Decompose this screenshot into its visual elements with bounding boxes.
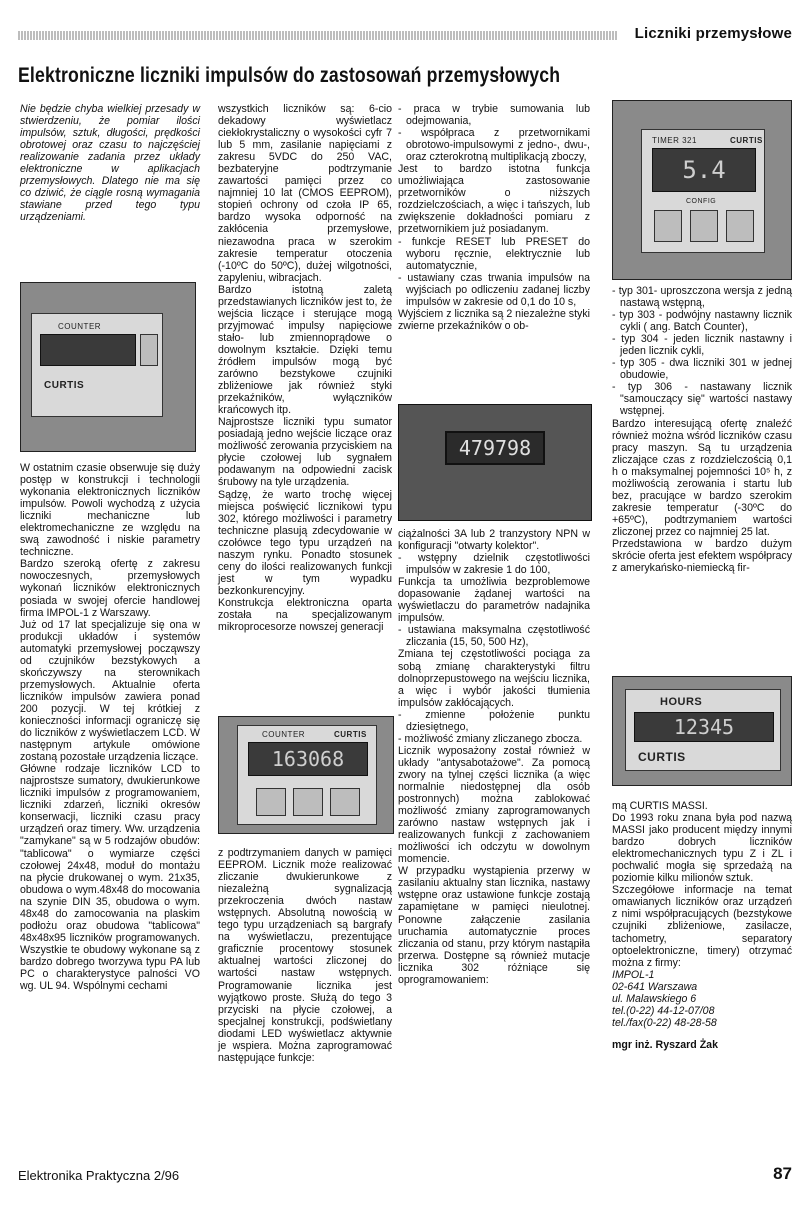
brand-logo: CURTIS <box>44 380 85 391</box>
counter-display: 163068 <box>248 742 368 776</box>
list-item: - ustawiany czas trwania impulsów na wyjściach po odliczeniu zadanej liczby impulsów w zakresie od 0,1 do 10 s, <box>398 271 590 308</box>
list-item: - zmienne położenie punktu dziesiętnego, <box>398 708 590 733</box>
paragraph: Bardzo szeroką ofertę z zakresu nowoczesnych, przemysłowych wykonań liczników elektronicznych posiada w swojej ofercie handlowej firma IMPOL-1 z Warszawy. <box>20 558 200 619</box>
column-2-body <box>218 847 392 1064</box>
config-label: CONFIG <box>686 198 717 205</box>
paragraph: Przedstawiona w bardzo dużym skrócie oferta jest efektem współpracy z amerykańsko-niemiecką fir- <box>612 537 792 575</box>
article-title: Elektroniczne liczniki impulsów do zastosowań przemysłowych <box>18 64 561 87</box>
address-line: 02-641 Warszawa <box>612 980 698 993</box>
paragraph: Konstrukcja elektroniczna oparta została na specjalizowanym mikroprocesorze nowszej generacji <box>218 596 392 634</box>
paragraph: Już od 17 lat specjalizuje się ona w produkcji układów i systemów automatyki przemysłowej począwszy od czujników bezstykowych a skończywszy na sterownikach przemysłowych. Aktualnie oferta liczników impulsów zawiera ponad 200 pozycji. W tej krótkiej z konieczności informacji ograniczę się do liczników z wyświetlaczem LCD. W następnym artykule omówione zostaną pozostałe urządzenia liczące. <box>20 618 200 764</box>
paragraph: z podtrzymaniem danych w pamięci EEPROM. Licznik może realizować zliczanie dwukierunkowe z niezależną sygnalizacją przekroczenia dwóch nastaw wstępnych. Absolutną nowością w tego typu urządzeniach są bargrafy na wyświetlaczu, prezentujące graficznie procentowy stosunek aktualnej wartości zliczonej do wartości nastaw wstępnych. Programowanie licznika jest wyjątkowo proste. Służą do tego 3 przyciski na płycie czołowej, a specjalnej konstrukcji, podświetlany diodami LED wyświetlacz aktywnie je wspiera. Można zaprogramować następujące funkcje: <box>218 847 392 1064</box>
counter-photo-2 <box>218 716 394 834</box>
module-display: 479798 <box>445 431 545 465</box>
timer-display: 5.4 <box>652 148 756 192</box>
paragraph: Licznik wyposażony został również w układy "antysabotażowe". Za pomocą zwory na tylnej części licznika (a więc normalnie niedostępnej dla osób postronnych) można zablokować możliwość zmiany zaprogramowanych zarówno nastaw wstępnych jak i realizowanych funkcji z zachowaniem możliwości ich odczytu w dowolnym momencie. <box>398 744 590 866</box>
hours-display: 12345 <box>634 712 774 742</box>
config-button <box>726 210 754 242</box>
column-1-body <box>20 462 200 992</box>
address-line: tel./fax(0-22) 48-28-58 <box>612 1016 717 1029</box>
magazine-footer: Elektronika Praktyczna 2/96 <box>18 1168 180 1183</box>
list-item: - ustawiana maksymalna częstotliwość zliczania (15, 50, 500 Hz), <box>398 624 590 649</box>
counter-display <box>40 334 136 366</box>
list-item: - możliwość zmiany zliczanego zbocza. <box>398 732 583 745</box>
paragraph: Główne rodzaje liczników LCD to najprostsze sumatory, dwukierunkowe liczniki impulsów z programowaniem, liczniki zdarzeń, liczniki okresów konserwacji, liczniki czasu pracy urządzeń oraz timery. Ww. urządzenia "zamykane" są w 5 rodzajów obudów: "tablicowa" o wymiarze części czołowej 24x48, moduł do montażu na płycie drukowanej o wym. 21x35, obudowa o wym.48x48 do mocowania na szynie DIN 35, obudowa o wym. 48x48 do zamocowania na plaskim podłożu oraz obudowa "tablicowa" 48x48x95 liczników programowanych. Wszystkie te obudowy wykonane są z bardzo dobrego tworzywa typu PA lub PC o charakterystyce palności VO wg. UL 94. Wspólnymi cechami <box>20 763 200 993</box>
address-line: tel.(0-22) 44-12-07/08 <box>612 1004 715 1017</box>
section-title: Liczniki przemysłowe <box>634 25 792 42</box>
paragraph: ciążalności 3A lub 2 tranzystory NPN w konfiguracji "otwarty kolektor". <box>398 528 590 553</box>
list-item: - typ 305 - dwa liczniki 301 w jednej obudowie, <box>612 357 792 382</box>
paragraph: W ostatnim czasie obserwuje się duży postęp w konstrukcji i technologii wykonania elektronicznych liczników impulsów. Powoli wychodzą z użycia liczniki mechaniczne lub elektromechaniczne ze względu na swą zawodność i niskie parametry techniczne. <box>20 462 200 559</box>
timer-label: TIMER 321 <box>652 136 697 145</box>
paragraph: Wyjściem z licznika są 2 niezależne styki zwierne przekaźników o ob- <box>398 307 590 332</box>
config-button <box>293 788 323 816</box>
paragraph: W przypadku wystąpienia przerwy w zasilaniu aktualny stan licznika, nastawy wstępne oraz ustawione funkcje zostają zapamiętane w pamięci nieulotnej. Ponowne załączenie zasilania uruchamia automatycznie proces zliczania od stanu, przy którym nastąpiła przerwa. Dostępne są również mutacje licznika 302 różniące się oprogramowaniem: <box>398 865 590 986</box>
config-button <box>330 788 360 816</box>
column-2 <box>218 103 392 633</box>
list-item: - funkcje RESET lub PRESET do wyboru ręcznie, elektrycznie lub automatycznie, <box>398 235 590 272</box>
paragraph: wszystkich liczników są: 6-cio dekadowy wyświetlacz ciekłokrystaliczny o wysokości cyfr 7 lub 5 mm, zasilanie napięciami z zakresu 5VDC do 250 VAC, bezbateryjne podtrzymanie zawartości pamięci przez co najmniej 10 lat (CMOS EEPROM), stopień ochrony od czoła IP 65, bardzo wysoka odporność na zakłócenia przemysłowe, niezawodna praca w szerokim zakresie temperatur otoczenia (-10ºC do 50ºC), dużej wilgotności, zapyleniu, wibracjach. <box>218 103 392 284</box>
paragraph: Szczegółowe informacje na temat omawianych liczników oraz urządzeń z nimi współpracujących (bezstykowe czujniki zbliżeniowe, zasilacze, tachometry, separatory optoelektroniczne, timery) otrzymać można z firmy: <box>612 884 792 969</box>
hours-label: HOURS <box>660 696 703 708</box>
list-item: - praca w trybie sumowania lub odejmowania, <box>398 103 590 128</box>
config-button <box>690 210 718 242</box>
address-line: IMPOL-1 <box>612 968 655 981</box>
list-item: - typ 301- uproszczona wersja z jedną nastawą wstępną, <box>612 285 792 310</box>
timer-photo <box>612 100 792 280</box>
list-item: - wstępny dzielnik częstotliwości impulsów w zakresie 1 do 100, <box>398 552 590 577</box>
hours-face <box>625 689 781 771</box>
counter-label: COUNTER <box>58 322 102 331</box>
column-4-body <box>612 800 792 1051</box>
counter-face <box>237 725 377 825</box>
counter-label: COUNTER <box>262 730 306 739</box>
paragraph: Najprostsze liczniki typu sumator posiadają jedno wejście liczące oraz możliwość zerowania przyciskiem na płycie czołowej lub sygnałem podawanym na odpowiedni zacisk śrubowy na tyle urządzenia. <box>218 416 392 489</box>
paragraph: Zmiana tej częstotliwości pociąga za sobą zmianę charakterystyki filtru dolnoprzepustowego na wejściu licznika, a więc i wybór jakości tłumienia impulsów zakłócających. <box>398 648 590 709</box>
lead-paragraph: Nie będzie chyba wielkiej przesady w stwierdzeniu, że pomiar ilości impulsów, sztuk, długości, prędkości obrotowej oraz czasu to najczęściej realizowanie zadania przez układy elektroniczne w aplikacjach przemysłowych. Dlatego nie ma się co dziwić, że ciągle rosną wymagania stawiane przed tego typu urządzeniami. <box>20 103 200 224</box>
brand-logo: CURTIS <box>638 750 686 764</box>
column-3 <box>398 103 590 332</box>
counter-face <box>31 313 163 417</box>
counter-module-photo <box>398 404 592 521</box>
paragraph: Sądzę, że warto trochę więcej miejsca poświęcić licznikowi typu 302, którego możliwości i parametry techniczne plasują zdecydowanie w czołówce tego typu urządzeń na naszym rynku. Ponadto stosunek ceny do ilości realizowanych funkcji jest w tym wypadku bezkonkurencyjny. <box>218 488 392 597</box>
counter-photo-1 <box>20 282 196 452</box>
page-number: 87 <box>773 1164 792 1183</box>
column-3-body <box>398 528 590 986</box>
brand-logo: CURTIS <box>334 730 367 739</box>
header-bar <box>18 31 618 40</box>
paragraph: Do 1993 roku znana była pod nazwą MASSI jako producent między innymi bardzo dobrych liczników elektromechanicznych typu Z i ZL i pochwalić mogła się sprzedażą na poziomie kilku milionów sztuk. <box>612 812 792 885</box>
address-line: ul. Malawskiego 6 <box>612 992 697 1005</box>
paragraph: Bardzo istotną zaletą przedstawianych liczników jest to, że wejścia liczące i sterujące mogą przyjmować impulsy napięciowe stało- lub zmiennoprądowe o dowolnym kształcie. Dzięki temu źródłem impulsów mogą być zarówno bezstykowe czujniki zbliżeniowe jak również styki przekaźników, wyłączników krańcowych itp. <box>218 283 392 417</box>
paragraph: Funkcja ta umożliwia bezproblemowe dopasowanie żądanej wartości na wyświetlaczu do parametrów nadajnika impulsów. <box>398 576 590 625</box>
column-4 <box>612 285 792 574</box>
paragraph: Jest to bardzo istotna funkcja umożliwiająca zastosowanie przetworników o niższych rozdzielczościach, a więc i tańszych, lub zwiększenie dokładności pomiaru z przetwornikiem już posiadanym. <box>398 163 590 236</box>
list-item: - typ 304 - jeden licznik nastawny i jeden licznik cykli, <box>612 333 792 358</box>
config-button <box>654 210 682 242</box>
brand-logo: CURTIS <box>730 136 763 145</box>
author-signature: mgr inż. Ryszard Żak <box>612 1038 718 1051</box>
column-1 <box>20 103 200 223</box>
reset-button <box>140 334 158 366</box>
hours-counter-photo <box>612 676 792 786</box>
list-item: - współpraca z przetwornikami obrotowo-impulsowymi z jedno-, dwu-, oraz czterokrotną multiplikacją zboczy, <box>398 127 590 164</box>
paragraph: mą CURTIS MASSI. <box>612 800 708 812</box>
list-item: - typ 303 - podwójny nastawny licznik cykli ( ang. Batch Counter), <box>612 309 792 334</box>
config-button <box>256 788 286 816</box>
paragraph: Bardzo interesującą ofertę znaleźć również można wśród liczników czasu pracy maszyn. Są tu urządzenia zliczające czas z rozdzielczością 0,1 h o maksymalnej pojemności 10⁵ h, z możliwością zerowania i startu lub bez, pracujące w bardzo szerokim zakresie temperatur (-30ºC do +65ºC), podtrzymaniem wartości zliczonej przez co najmniej 25 lat. <box>612 417 792 538</box>
timer-face <box>641 129 765 253</box>
list-item: - typ 306 - nastawany licznik "samouczący się" wartości nastawy wstępnej. <box>612 381 792 418</box>
